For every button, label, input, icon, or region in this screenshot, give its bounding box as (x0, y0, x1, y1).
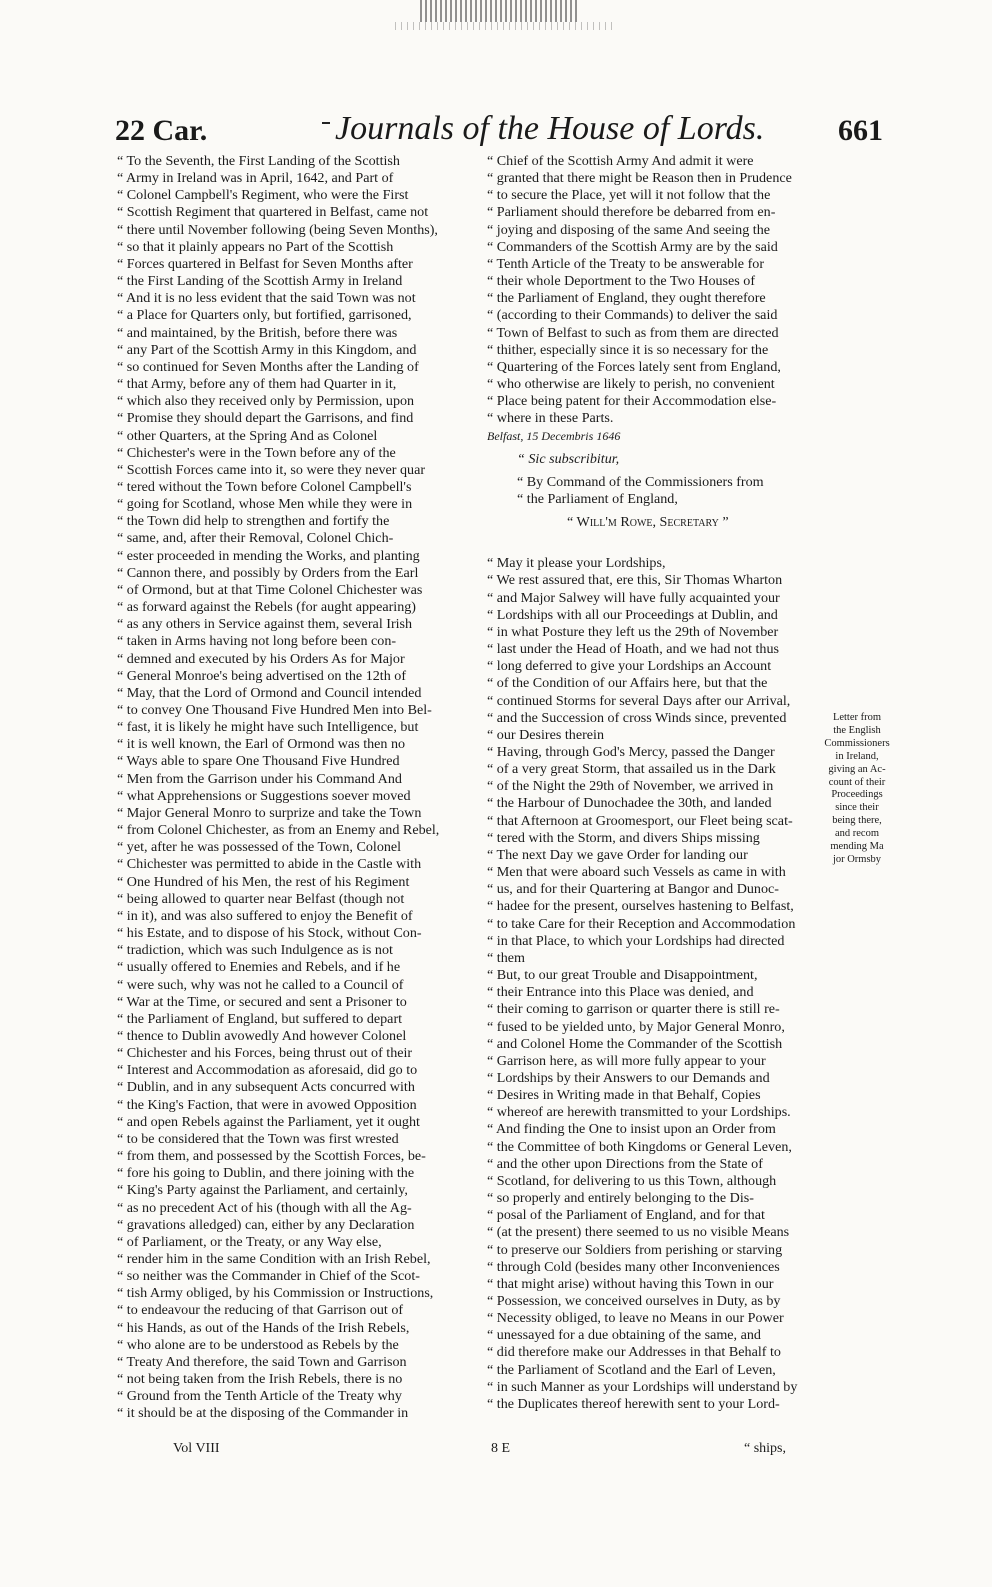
text-line: “ the Duplicates thereof herewith sent to your Lord- (487, 1395, 780, 1412)
text-line: “ the Harbour of Dunochadee the 30th, and landed (487, 795, 772, 812)
text-line: “ gravations alledged) can, either by any Declaration (117, 1216, 415, 1233)
text-line: “ as no precedent Act of his (though with all the Ag- (117, 1199, 412, 1216)
text-line: “ his Hands, as out of the Hands of the Irish Rebels, (117, 1319, 410, 1336)
text-line: “ our Desires therein (487, 726, 605, 743)
text-line: “ Treaty And therefore, the said Town and Garrison (117, 1353, 407, 1370)
secretary-signature: “ Will'm Rowe, Secretary ” (567, 514, 729, 531)
text-line: “ joying and disposing of the same And seeing the (487, 221, 771, 238)
text-line: “ in it), and was also suffered to enjoy the Benefit of (117, 907, 413, 924)
text-line: “ Place being patent for their Accommodation else- (487, 393, 777, 410)
text-line: “ from Colonel Chichester, as from an Enemy and Rebel, (117, 822, 440, 839)
text-line: “ tered without the Town before Colonel Campbell's (117, 478, 412, 495)
text-line: “ tered with the Storm, and divers Ships missing (487, 829, 760, 846)
text-line: “ it should be at the disposing of the Commander in (117, 1405, 409, 1422)
marginal-note-line: since their (835, 802, 879, 814)
text-line: “ Dublin, and in any subsequent Acts concurred with (117, 1079, 415, 1096)
text-line: “ their whole Deportment to the Two Houses of (487, 273, 756, 290)
text-line: “ Men that were aboard such Vessels as came in with (487, 864, 786, 881)
text-line: “ (according to their Commands) to deliver the said (487, 307, 778, 324)
text-line: “ War at the Time, or secured and sent a Prisoner to (117, 993, 407, 1010)
marginal-note-line: count of their (828, 776, 886, 788)
text-line: “ hadee for the present, ourselves hastening to Belfast, (487, 898, 794, 915)
left-column (117, 153, 480, 1423)
signature-mark: 8 E (491, 1441, 511, 1456)
text-line: “ and Colonel Home the Commander of the Scottish (487, 1035, 783, 1052)
text-line: “ the Parliament of England, they ought therefore (487, 290, 766, 307)
text-line: “ usually offered to Enemies and Rebels, and if he (117, 959, 401, 976)
text-line: “ being allowed to quarter near Belfast (though not (117, 890, 405, 907)
text-line: “ posal of the Parliament of England, and for that (487, 1207, 765, 1224)
text-line: “ their Entrance into this Place was denied, and (487, 984, 754, 1001)
text-line: “ so continued for Seven Months after the Landing of (117, 358, 419, 375)
regnal-year: 22 Car. (115, 114, 208, 147)
text-line: “ fore his going to Dublin, and there joining with the (117, 1165, 415, 1182)
text-line: “ Quartering of the Forces lately sent from England, (487, 358, 781, 375)
text-line: “ that Army, before any of them had Quarter in it, (117, 376, 397, 393)
text-line: “ his Estate, and to dispose of his Stock, without Con- (117, 925, 422, 942)
text-line: “ what Apprehensions or Suggestions soever moved (117, 787, 411, 804)
text-line: “ Interest and Accommodation as aforesaid, did go to (117, 1062, 418, 1079)
text-line: “ so that it plainly appears no Part of the Scottish (117, 238, 394, 255)
text-line: “ in what Posture they left us the 29th of November (487, 623, 779, 640)
paragraph-but (487, 967, 829, 1121)
text-line: “ a Place for Quarters only, but fortified, garrisoned, (117, 307, 412, 324)
text-line: “ Men from the Garrison under his Command And (117, 770, 402, 787)
text-line: “ Promise they should depart the Garrisons, and find (117, 410, 414, 427)
text-line: “ it is well known, the Earl of Ormond was then no (117, 736, 406, 753)
text-line: “ as forward against the Rebels (for aught appearing) (117, 599, 416, 616)
text-line: “ yet, after he was possessed of the Town, Colonel (117, 839, 402, 856)
text-line: “ But, to our great Trouble and Disappointment, (487, 967, 758, 984)
marginal-note-line: Proceedings (831, 789, 883, 801)
text-line: “ going for Scotland, whose Men while they were in (117, 496, 413, 513)
marginal-note-line: Letter from (832, 712, 882, 723)
paragraph-next-day (487, 847, 829, 967)
text-line: “ and open Rebels against the Parliament, yet it ought (117, 1113, 420, 1130)
text-line: “ (at the present) there seemed to us no visible Means (487, 1224, 790, 1241)
ink-smudge-lower (395, 22, 615, 30)
text-line: “ Chief of the Scottish Army And admit it were (487, 153, 754, 169)
text-line: “ demned and executed by his Orders As for Major (117, 650, 405, 667)
text-line: “ fast, it is likely he might have such Intelligence, but (117, 719, 419, 736)
text-line: “ through Cold (besides many other Inconveniences (487, 1258, 780, 1275)
text-line: “ By Command of the Commissioners from (517, 473, 764, 490)
text-line: “ so neither was the Commander in Chief of the Scot- (117, 1268, 420, 1285)
text-line: “ and Major Salwey will have fully acquainted your (487, 589, 780, 606)
text-line: “ Garrison here, as will more fully appear to your (487, 1052, 766, 1069)
text-line: “ and the other upon Directions from the State of (487, 1155, 763, 1172)
text-line: “ Possession, we conceived ourselves in Duty, as by (487, 1293, 781, 1309)
marginal-note-line: the English (833, 724, 881, 736)
text-line: “ Town of Belfast to such as from them are directed (487, 324, 779, 341)
text-line: “ Ground from the Tenth Article of the Treaty why (117, 1388, 402, 1405)
text-line: “ in that Place, to which your Lordships had directed (487, 932, 785, 949)
text-line: “ Chichester's were in the Town before any of the (117, 444, 396, 461)
text-line: “ to convey One Thousand Five Hundred Men into Bel- (117, 702, 432, 718)
text-line: “ Ways able to spare One Thousand Five Hundred (117, 753, 400, 770)
text-line: “ to be considered that the Town was first wrested (117, 1130, 399, 1147)
text-line: “ did therefore make our Addresses in that Behalf to (487, 1344, 781, 1361)
text-line: “ whereof are herewith transmitted to your Lordships. (487, 1104, 791, 1121)
catchword: “ ships, (744, 1441, 786, 1456)
subscription-line: “ Sic subscribitur, (517, 450, 620, 467)
text-line: “ of Ormond, but at that Time Colonel Chichester was (117, 581, 423, 598)
text-line: “ of the Condition of our Affairs here, but that the (487, 675, 768, 692)
text-line: “ render him in the same Condition with an Irish Rebel, (117, 1251, 431, 1267)
text-line: “ so properly and entirely belonging to the Dis- (487, 1190, 754, 1207)
text-line: “ Major General Monro to surprize and take the Town (117, 804, 422, 821)
paragraph-having (487, 744, 829, 847)
text-line: “ and maintained, by the British, before there was (117, 324, 398, 341)
text-line: “ of the Night the 29th of November, we arrived in (487, 778, 774, 795)
text-line: “ that might arise) without having this Town in our (487, 1275, 774, 1292)
text-line: “ and the Succession of cross Winds since, prevented (487, 709, 787, 726)
text-line: “ last under the Head of Hoath, and we had not thus (487, 641, 779, 658)
text-line: “ And finding the One to insist upon an Order from (487, 1121, 776, 1138)
text-line: “ who alone are to be understood as Rebels by the (117, 1336, 399, 1353)
by-command-lines (487, 474, 829, 508)
text-line: “ the Parliament of England, (517, 490, 678, 507)
text-line: “ unessayed for a due obtaining of the same, and (487, 1327, 761, 1344)
text-line: “ tish Army obliged, by his Commission or Instructions, (117, 1285, 434, 1302)
text-line: “ May it please your Lordships, (487, 555, 666, 572)
text-line: “ One Hundred of his Men, the rest of his Regiment (117, 873, 410, 890)
text-line: “ continued Storms for several Days after our Arrival, (487, 692, 791, 709)
marginal-note (823, 712, 891, 867)
text-line: “ us, and for their Quartering at Bangor and Dunoc- (487, 881, 779, 898)
text-line: “ Cannon there, and possibly by Orders from the Earl (117, 564, 419, 581)
text-line: “ of a very great Storm, that assailed us in the Dark (487, 761, 776, 778)
text-line: “ the Town did help to strengthen and fortify the (117, 513, 390, 530)
text-line: “ We rest assured that, ere this, Sir Thomas Wharton (487, 572, 783, 589)
marginal-note-line: in Ireland, (835, 750, 879, 762)
text-line: “ Necessity obliged, to leave no Means in our Power (487, 1310, 784, 1327)
marginal-note-line: being there, (832, 815, 882, 827)
text-line: “ to take Care for their Reception and Accommodation (487, 915, 796, 932)
text-line: “ Scottish Regiment that quartered in Belfast, came not (117, 204, 429, 221)
text-line: “ to secure the Place, yet will it not follow that the (487, 187, 771, 204)
text-line: “ taken in Arms having not long before been con- (117, 633, 397, 650)
text-line: “ Chichester and his Forces, being thrust out of their (117, 1045, 413, 1062)
continuation-paragraph (487, 153, 829, 428)
text-line: “ of Parliament, or the Treaty, or any Way else, (117, 1233, 382, 1250)
text-line: “ tradiction, which was such Indulgence as is not (117, 942, 393, 959)
text-line: “ as any others in Service against them, several Irish (117, 616, 413, 633)
text-line: “ not being taken from the Irish Rebels, there is no (117, 1371, 403, 1388)
text-line: “ thither, especially since it is so necessary for the (487, 341, 769, 358)
ink-smudge (420, 0, 580, 22)
text-line: “ May, that the Lord of Ormond and Council intended (117, 684, 422, 701)
text-line: “ And it is no less evident that the said Town was not (117, 290, 416, 307)
text-line: “ Parliament should therefore be debarred from en- (487, 204, 776, 221)
text-line: “ To the Seventh, the First Landing of the Scottish (117, 153, 400, 169)
text-line: “ the King's Faction, that were in avowed Opposition (117, 1096, 417, 1113)
text-line: “ Desires in Writing made in that Behalf, Copies (487, 1087, 761, 1104)
text-line: “ were such, why was not he called to a Council of (117, 976, 404, 993)
text-line: “ fused to be yielded unto, by Major General Monro, (487, 1018, 785, 1035)
text-line: “ that Afternoon at Groomesport, our Fleet being scat- (487, 812, 793, 829)
text-line: “ Tenth Article of the Treaty to be answerable for (487, 255, 765, 272)
text-line: “ the Parliament of England, but suffered to depart (117, 1010, 403, 1027)
text-line: “ the Parliament of Scotland and the Earl of Leven, (487, 1361, 776, 1378)
marginal-note-line: mending Ma (830, 841, 884, 853)
text-line: “ to endeavour the reducing of that Garrison out of (117, 1302, 404, 1319)
text-line: “ the First Landing of the Scottish Army in Ireland (117, 273, 403, 290)
text-line: “ the Committee of both Kingdoms or General Leven, (487, 1138, 792, 1155)
text-line: “ to preserve our Soldiers from perishing or starving (487, 1241, 783, 1258)
text-line: “ granted that there might be Reason then in Prudence (487, 170, 792, 187)
text-line: “ them (487, 949, 525, 966)
text-line: “ from them, and possessed by the Scottish Forces, be- (117, 1148, 426, 1165)
page-number: 661 (838, 114, 883, 147)
text-line: “ Scottish Forces came into it, so were they never quar (117, 461, 426, 478)
text-line: “ long deferred to give your Lordships an Account (487, 658, 772, 675)
text-line: “ any Part of the Scottish Army in this Kingdom, and (117, 341, 417, 358)
dateline: Belfast, 15 Decembris 1646 (487, 428, 621, 443)
letter-opening (487, 555, 829, 744)
text-line: “ other Quarters, at the Spring And as Colonel (117, 427, 378, 444)
marginal-note-line: jor Ormsby (832, 853, 882, 865)
text-line: “ Commanders of the Scottish Army are by the said (487, 238, 778, 255)
volume-mark: Vol VIII (173, 1441, 220, 1456)
text-line: “ where in these Parts. (487, 410, 614, 427)
running-header (0, 110, 992, 158)
text-line: “ Chichester was permitted to abide in the Castle with (117, 856, 422, 873)
text-line: “ ester proceeded in mending the Works, and planting (117, 547, 420, 564)
marginal-note-line: giving an Ac- (828, 763, 886, 775)
marginal-note-line: Commissioners (824, 737, 890, 749)
text-line: “ Army in Ireland was in April, 1642, and Part of (117, 170, 394, 187)
paragraph-finding (487, 1121, 829, 1413)
text-line: “ Colonel Campbell's Regiment, who were the First (117, 187, 409, 204)
marginal-note-line: and recom (834, 828, 880, 840)
text-line: “ their coming to garrison or quarter there is still re- (487, 1001, 780, 1018)
text-line: “ Lordships by their Answers to our Demands and (487, 1069, 770, 1086)
text-line: “ King's Party against the Parliament, and certainly, (117, 1182, 408, 1199)
text-line: “ General Monroe's being advertised on the 12th of (117, 667, 407, 684)
text-line: “ who otherwise are likely to perish, no convenient (487, 376, 775, 393)
text-line: “ thence to Dublin avowedly And however Colonel (117, 1027, 407, 1044)
text-line: “ Forces quartered in Belfast for Seven Months after (117, 255, 413, 272)
text-line: “ same, and, after their Removal, Colonel Chich- (117, 530, 394, 547)
text-line: “ The next Day we gave Order for landing our (487, 846, 748, 863)
text-line: “ Having, through God's Mercy, passed the Danger (487, 744, 775, 760)
text-line: “ Scotland, for delivering to us this Town, although (487, 1172, 777, 1189)
right-column (487, 153, 829, 1413)
text-line: “ there until November following (being Seven Months), (117, 221, 438, 238)
text-line: “ in such Manner as your Lordships will understand by (487, 1378, 798, 1395)
text-line: “ Lordships with all our Proceedings at Dublin, and (487, 606, 778, 623)
text-line: “ which also they received only by Permission, upon (117, 393, 415, 410)
journal-title: Journals of the House of Lords. (335, 110, 765, 147)
